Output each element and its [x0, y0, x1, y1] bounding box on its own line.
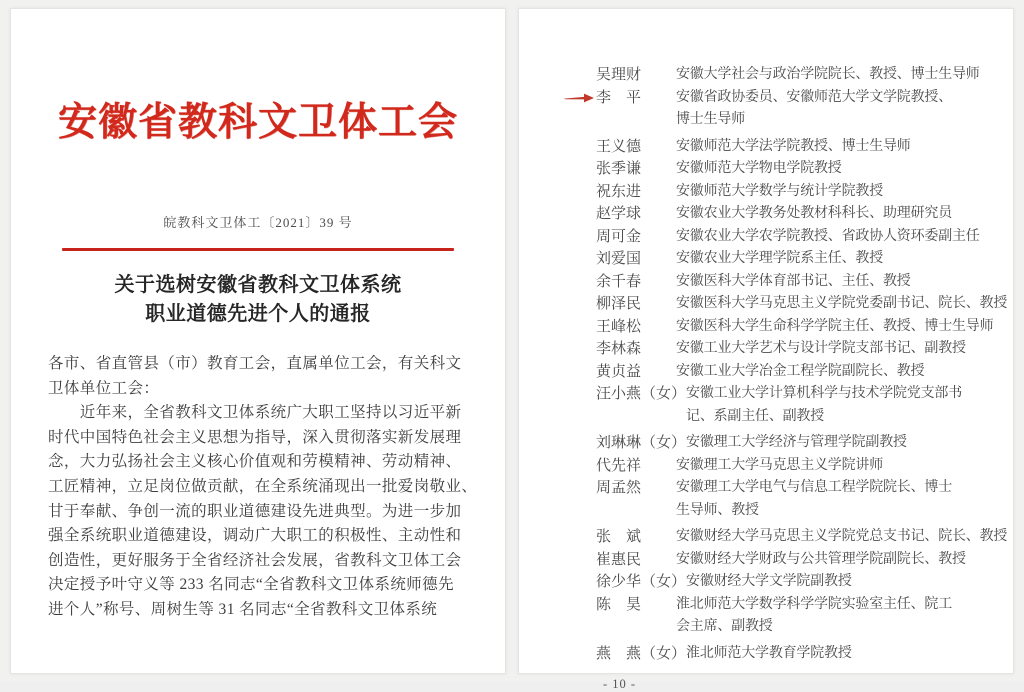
roster-name: 周可金: [596, 228, 642, 245]
roster-desc: [676, 293, 1013, 316]
roster-desc-line: 生导师、教授: [676, 502, 759, 518]
roster-desc: [676, 549, 1013, 572]
roster-desc: [676, 136, 1013, 159]
roster-name: 刘爱国: [596, 251, 642, 267]
notice-title-line2: 职业道德先进个人的通报: [145, 303, 371, 325]
roster-name: 汪小燕（女）: [596, 386, 687, 402]
body-line: 时代中国特色社会主义思想为指导，深入贯彻落实新发展理: [48, 428, 462, 446]
roster-desc: [676, 226, 1013, 249]
body-line: 强全系统职业道德建设，调动广大职工的积极性、主动性和: [48, 527, 462, 545]
roster-desc-line: 记、系副主任、副教授: [686, 408, 825, 424]
roster-name: 张季谦: [596, 161, 642, 177]
roster-desc-line: 安徽农业大学教务处教材科科长、助理研究员: [676, 206, 952, 221]
roster-desc: [686, 432, 1013, 455]
roster-desc-line: 安徽医科大学体育部书记、主任、教授: [676, 273, 911, 289]
roster-name: 徐少华（女）: [596, 574, 687, 590]
roster-row: [596, 383, 1013, 428]
page-number: - 10 -: [603, 677, 637, 691]
roster-name: 崔惠民: [596, 551, 642, 568]
roster-desc-line: 安徽农业大学理学院系主任、教授: [676, 251, 883, 266]
roster-name: 赵学球: [596, 206, 642, 222]
roster-name: 王峰松: [596, 318, 642, 335]
roster-row: [596, 526, 1013, 549]
roster-desc-line: 安徽农业大学农学院教授、省政协人资环委副主任: [676, 228, 980, 244]
roster-desc-line: 安徽工业大学冶金工程学院副院长、教授: [676, 363, 925, 379]
roster-row: [596, 477, 1013, 522]
roster-name: 李 平: [596, 89, 642, 106]
roster-desc-line: 安徽师范大学法学院教授、博士生导师: [676, 138, 911, 154]
roster-row: [596, 432, 1013, 455]
roster-name: 黄贞益: [596, 363, 642, 380]
roster-desc: [676, 87, 1013, 132]
roster-desc-line: 博士生导师: [676, 112, 745, 127]
roster-row: [596, 643, 1013, 666]
roster-desc: [676, 181, 1013, 204]
roster-desc-line: 安徽理工大学电气与信息工程学院院长、博士: [676, 480, 952, 495]
roster-row: [596, 455, 1013, 478]
roster-name: 周孟然: [596, 480, 642, 496]
roster-row: [596, 271, 1013, 294]
roster-desc-line: 安徽工业大学艺术与设计学院支部书记、副教授: [676, 341, 966, 356]
letterhead-divider: [62, 248, 454, 251]
roster-desc-line: 淮北师范大学数学科学学院实验室主任、院工: [676, 596, 952, 612]
roster-name: 吴理财: [596, 67, 642, 83]
body-line: 近年来，全省教科文卫体系统广大职工坚持以习近平新: [48, 404, 462, 422]
red-arrow-icon: [564, 93, 594, 103]
roster-desc-line: 安徽理工大学经济与管理学院副教授: [686, 435, 907, 450]
roster-name: 柳泽民: [596, 296, 642, 312]
roster-desc: [676, 271, 1013, 294]
roster-row: [596, 316, 1013, 339]
roster-desc-line: 淮北师范大学教育学院教授: [686, 645, 852, 661]
body-line: 甘于奉献、争创一流的职业道德建设先进典型。为进一步加: [48, 502, 462, 520]
roster-desc: [676, 477, 1013, 522]
roster-name: 燕 燕（女）: [596, 645, 687, 662]
roster-desc: [676, 526, 1013, 549]
roster-row: [596, 136, 1013, 159]
roster-desc-line: 安徽大学社会与政治学院院长、教授、博士生导师: [676, 67, 980, 82]
roster-desc-line: 安徽财经大学马克思主义学院党总支书记、院长、教授: [676, 529, 1008, 544]
notice-body: [48, 352, 478, 623]
roster-list: [519, 64, 1013, 665]
roster-row: [596, 87, 1013, 132]
roster-desc: [676, 248, 1013, 271]
page-left: [10, 8, 506, 674]
roster-name: 王义德: [596, 138, 642, 155]
page-right: [518, 8, 1014, 691]
doc-number: 皖教科文卫体工〔2021〕39 号: [163, 215, 353, 230]
roster-desc-line: 安徽师范大学物电学院教授: [676, 161, 842, 176]
roster-desc-line: 安徽理工大学马克思主义学院讲师: [676, 457, 883, 473]
roster-desc: [676, 203, 1013, 226]
roster-row: [596, 571, 1013, 594]
notice-title-line1: 关于选树安徽省教科文卫体系统: [114, 274, 402, 296]
roster-desc-line: 会主席、副教授: [676, 619, 773, 634]
roster-desc: [676, 316, 1013, 339]
roster-name: 张 斌: [596, 529, 642, 545]
roster-row: [596, 226, 1013, 249]
body-line: 决定授予叶守义等 233 名同志“全省教科文卫体系统师德先: [48, 576, 454, 594]
body-line: 各市、省直管县（市）教育工会，直属单位工会，有关科文: [48, 355, 462, 372]
roster-desc: [686, 383, 1013, 428]
body-line: 念，大力弘扬社会主义核心价值观和劳模精神、劳动精神、: [48, 453, 462, 471]
roster-row: [596, 338, 1013, 361]
roster-name: 李林森: [596, 341, 642, 357]
body-line: 创造性，更好服务于全省经济社会发展，省教科文卫体工会: [48, 551, 462, 569]
roster-desc: [676, 455, 1013, 478]
roster-row: [596, 293, 1013, 316]
roster-row: [596, 549, 1013, 572]
roster-desc: [676, 64, 1013, 87]
roster-desc-line: 安徽财经大学财政与公共管理学院副院长、教授: [676, 551, 966, 567]
body-line: 工匠精神，立足岗位做贡献，在全系统涌现出一批爱岗敬业、: [48, 477, 478, 495]
roster-desc: [676, 594, 1013, 639]
roster-row: [596, 158, 1013, 181]
roster-row: [596, 64, 1013, 87]
body-line: 进个人”称号、周树生等 31 名同志“全省教科文卫体系统: [48, 600, 438, 618]
roster-desc: [686, 643, 1013, 666]
roster-name: 陈 昊: [596, 596, 642, 613]
notice-title: [11, 271, 505, 329]
union-letterhead: 安徽省教科文卫体工会: [57, 101, 458, 144]
roster-name: 刘琳琳（女）: [596, 435, 687, 451]
roster-desc: [676, 338, 1013, 361]
roster-desc-line: 安徽师范大学数学与统计学院教授: [676, 183, 883, 199]
roster-desc: [676, 361, 1013, 384]
roster-row: [596, 181, 1013, 204]
roster-desc-line: 安徽医科大学马克思主义学院党委副书记、院长、教授: [676, 296, 1008, 311]
roster-name: 余千春: [596, 273, 642, 290]
roster-desc-line: 安徽财经大学文学院副教授: [686, 574, 852, 589]
roster-desc: [686, 571, 1013, 594]
roster-row: [596, 248, 1013, 271]
roster-desc-line: 安徽工业大学计算机科学与技术学院党支部书: [686, 386, 963, 401]
roster-desc-line: 安徽医科大学生命科学学院主任、教授、博士生导师: [676, 318, 994, 334]
roster-row: [596, 361, 1013, 384]
roster-row: [596, 203, 1013, 226]
roster-name: 代先祥: [596, 457, 642, 474]
roster-name: 祝东进: [596, 183, 642, 200]
body-line: 卫体单位工会：: [48, 379, 160, 397]
roster-row: [596, 594, 1013, 639]
roster-desc: [676, 158, 1013, 181]
roster-desc-line: 安徽省政协委员、安徽师范大学文学院教授、: [676, 89, 952, 105]
